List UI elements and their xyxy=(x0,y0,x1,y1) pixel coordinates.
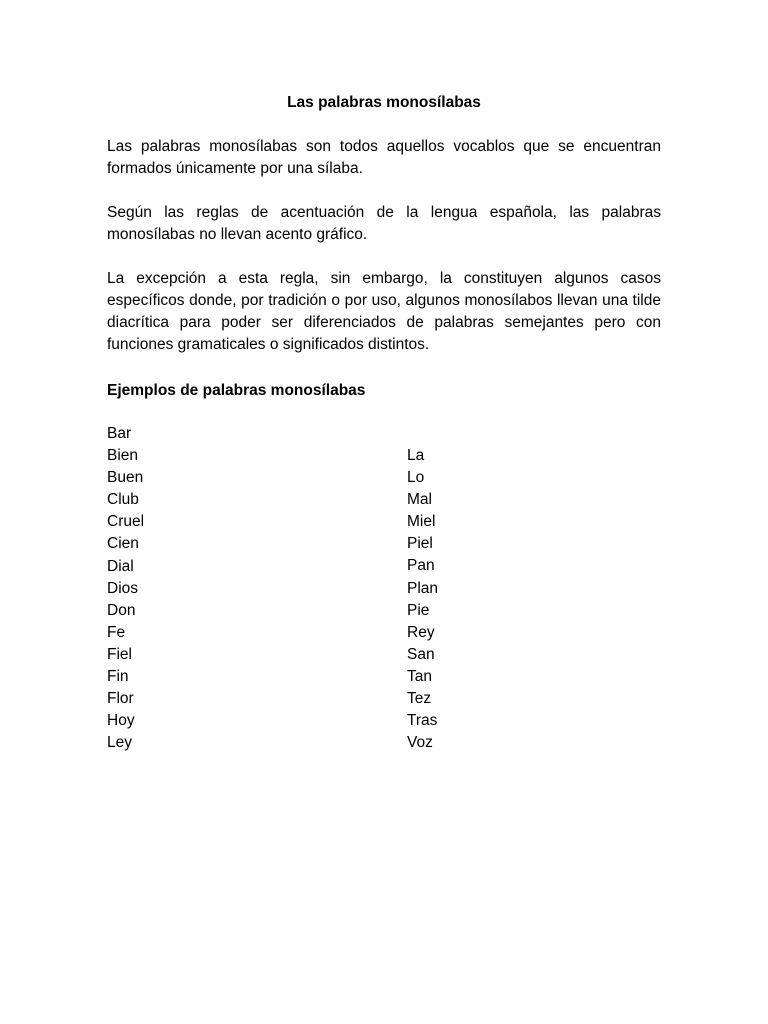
example-word: Piel xyxy=(407,535,433,553)
example-word: Fe xyxy=(107,623,126,641)
example-word: Don xyxy=(107,601,136,619)
example-word: Pie xyxy=(407,601,430,619)
examples-list-right xyxy=(407,445,438,754)
example-word: Club xyxy=(107,491,139,509)
example-word: Dios xyxy=(107,579,139,597)
example-word: Lo xyxy=(407,469,425,487)
example-word: Plan xyxy=(407,579,439,597)
example-word: Tras xyxy=(407,712,438,730)
example-word: Tez xyxy=(407,690,432,708)
example-word: Pan xyxy=(407,557,435,575)
example-word: Hoy xyxy=(107,712,135,730)
paragraph-accent-rule: Según las reglas de acentuación de la lengua española, las palabras monosílabas no llevan acento gráfico. xyxy=(107,204,661,243)
example-word: Ley xyxy=(107,734,132,752)
example-word: Dial xyxy=(107,557,134,575)
example-word: La xyxy=(407,447,425,464)
paragraph-definition: Las palabras monosílabas son todos aquellos vocablos que se encuentran formados únicamente por una sílaba. xyxy=(107,138,661,177)
example-word: Tan xyxy=(407,667,432,685)
example-word: Bar xyxy=(107,425,132,442)
example-word: Fin xyxy=(107,668,129,686)
example-word: Cien xyxy=(107,535,139,553)
paragraph-exception: La excepción a esta regla, sin embargo, la constituyen algunos casos específicos donde, por tradición o por uso, algunos monosílabos llevan una tilde diacrítica para poder ser diferenciados de palabras semejantes pero con funciones gramaticales o significados distintos. xyxy=(107,270,661,353)
example-word: Fiel xyxy=(107,645,132,663)
example-word: Voz xyxy=(407,734,433,752)
example-word: Flor xyxy=(107,690,134,708)
example-word: Bien xyxy=(107,447,139,465)
example-word: Miel xyxy=(407,513,436,531)
examples-heading: Ejemplos de palabras monosílabas xyxy=(107,382,366,399)
example-word: Buen xyxy=(107,469,144,487)
example-word: San xyxy=(407,645,435,663)
example-word: Rey xyxy=(407,623,435,641)
examples-list-left xyxy=(107,423,144,754)
document-title: Las palabras monosílabas xyxy=(287,94,481,111)
example-word: Mal xyxy=(407,491,432,509)
example-word: Cruel xyxy=(107,513,145,531)
